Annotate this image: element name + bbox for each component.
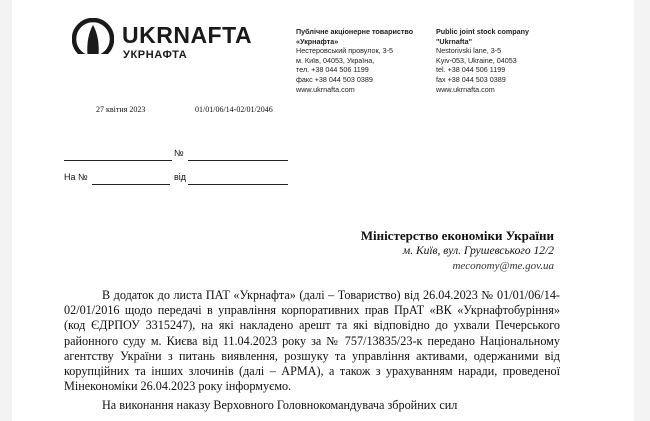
- company-line: факс +38 044 503 0389: [296, 74, 373, 84]
- addressee-name: Міністерство економіки України: [360, 228, 554, 243]
- company-line: Нестеровський провулок, 3-5: [296, 46, 394, 56]
- body-paragraph: На виконання наказу Верховного Головнокомандувача збройних сил: [102, 398, 458, 413]
- number-mark: №: [174, 148, 184, 158]
- letter-body: [64, 288, 560, 414]
- company-line: www.ukrnafta.com: [436, 84, 495, 94]
- company-line: tel. +38 044 506 1199: [436, 65, 506, 75]
- addressee-block: [361, 228, 554, 273]
- company-line: м. Київ, 04053, Україна,: [296, 55, 375, 65]
- registration-date: 27 квітня 2023: [96, 105, 146, 114]
- reply-to-number-label: На №: [64, 172, 88, 182]
- addressee-address: м. Київ, вул. Грушевського 12/2: [402, 245, 554, 257]
- reply-to-number-line: [92, 184, 170, 185]
- company-line: fax +38 044 503 0389: [436, 74, 506, 84]
- company-line: тел. +38 044 506 1199: [296, 65, 369, 75]
- brand-name: UKRNAFTA: [122, 22, 253, 48]
- company-line: www.ukrnafta.com: [296, 84, 355, 94]
- brand-name-cyrillic: УКРНАФТА: [123, 49, 188, 61]
- reply-date-line: [188, 184, 288, 185]
- company-line: Public joint stock company: [436, 27, 530, 36]
- outgoing-number-line: [64, 160, 172, 161]
- company-line: "Ukrnafta": [436, 36, 472, 46]
- company-details-en: [436, 27, 529, 94]
- addressee-email: meconomy@me.gov.ua: [452, 260, 554, 272]
- company-line: Nestorivski lane, 3-5: [436, 46, 502, 56]
- number-line: [188, 160, 288, 161]
- company-line: «Укрнафта»: [296, 36, 339, 46]
- company-line: Kyiv-053, Ukraine, 04053: [436, 55, 517, 65]
- letter-sheet: [12, 0, 634, 421]
- registration-number: 01/01/06/14-02/01/2046: [195, 105, 273, 114]
- ukrnafta-logo-icon: [72, 18, 114, 60]
- body-paragraph: В додаток до листа ПАТ «Укрнафта» (далі – Товариство) від 26.04.2023 № 01/01/06/14-02/01/2016 щодо передачі в управління корпоративних прав ПрАТ «ВК «Укрнафтобуріння» (код ЄДРПОУ 3315247), на які накладено арешт та які відповідно до ухвали Печерського районного суду м. Києва від 11.04.2023 року за № 757/13835/23-к передано Національному агентству України з питань виявлення, розшуку та управління активами, одержаними від корупційних та інших злочинів (далі – АРМА), а також з урахуванням наради, проведеної Мінекономіки 26.04.2023 року інформуємо.: [64, 288, 560, 394]
- reply-date-label: від: [174, 172, 187, 182]
- company-line: Публічне акціонерне товариство: [296, 27, 414, 36]
- company-details-ua: [296, 27, 413, 94]
